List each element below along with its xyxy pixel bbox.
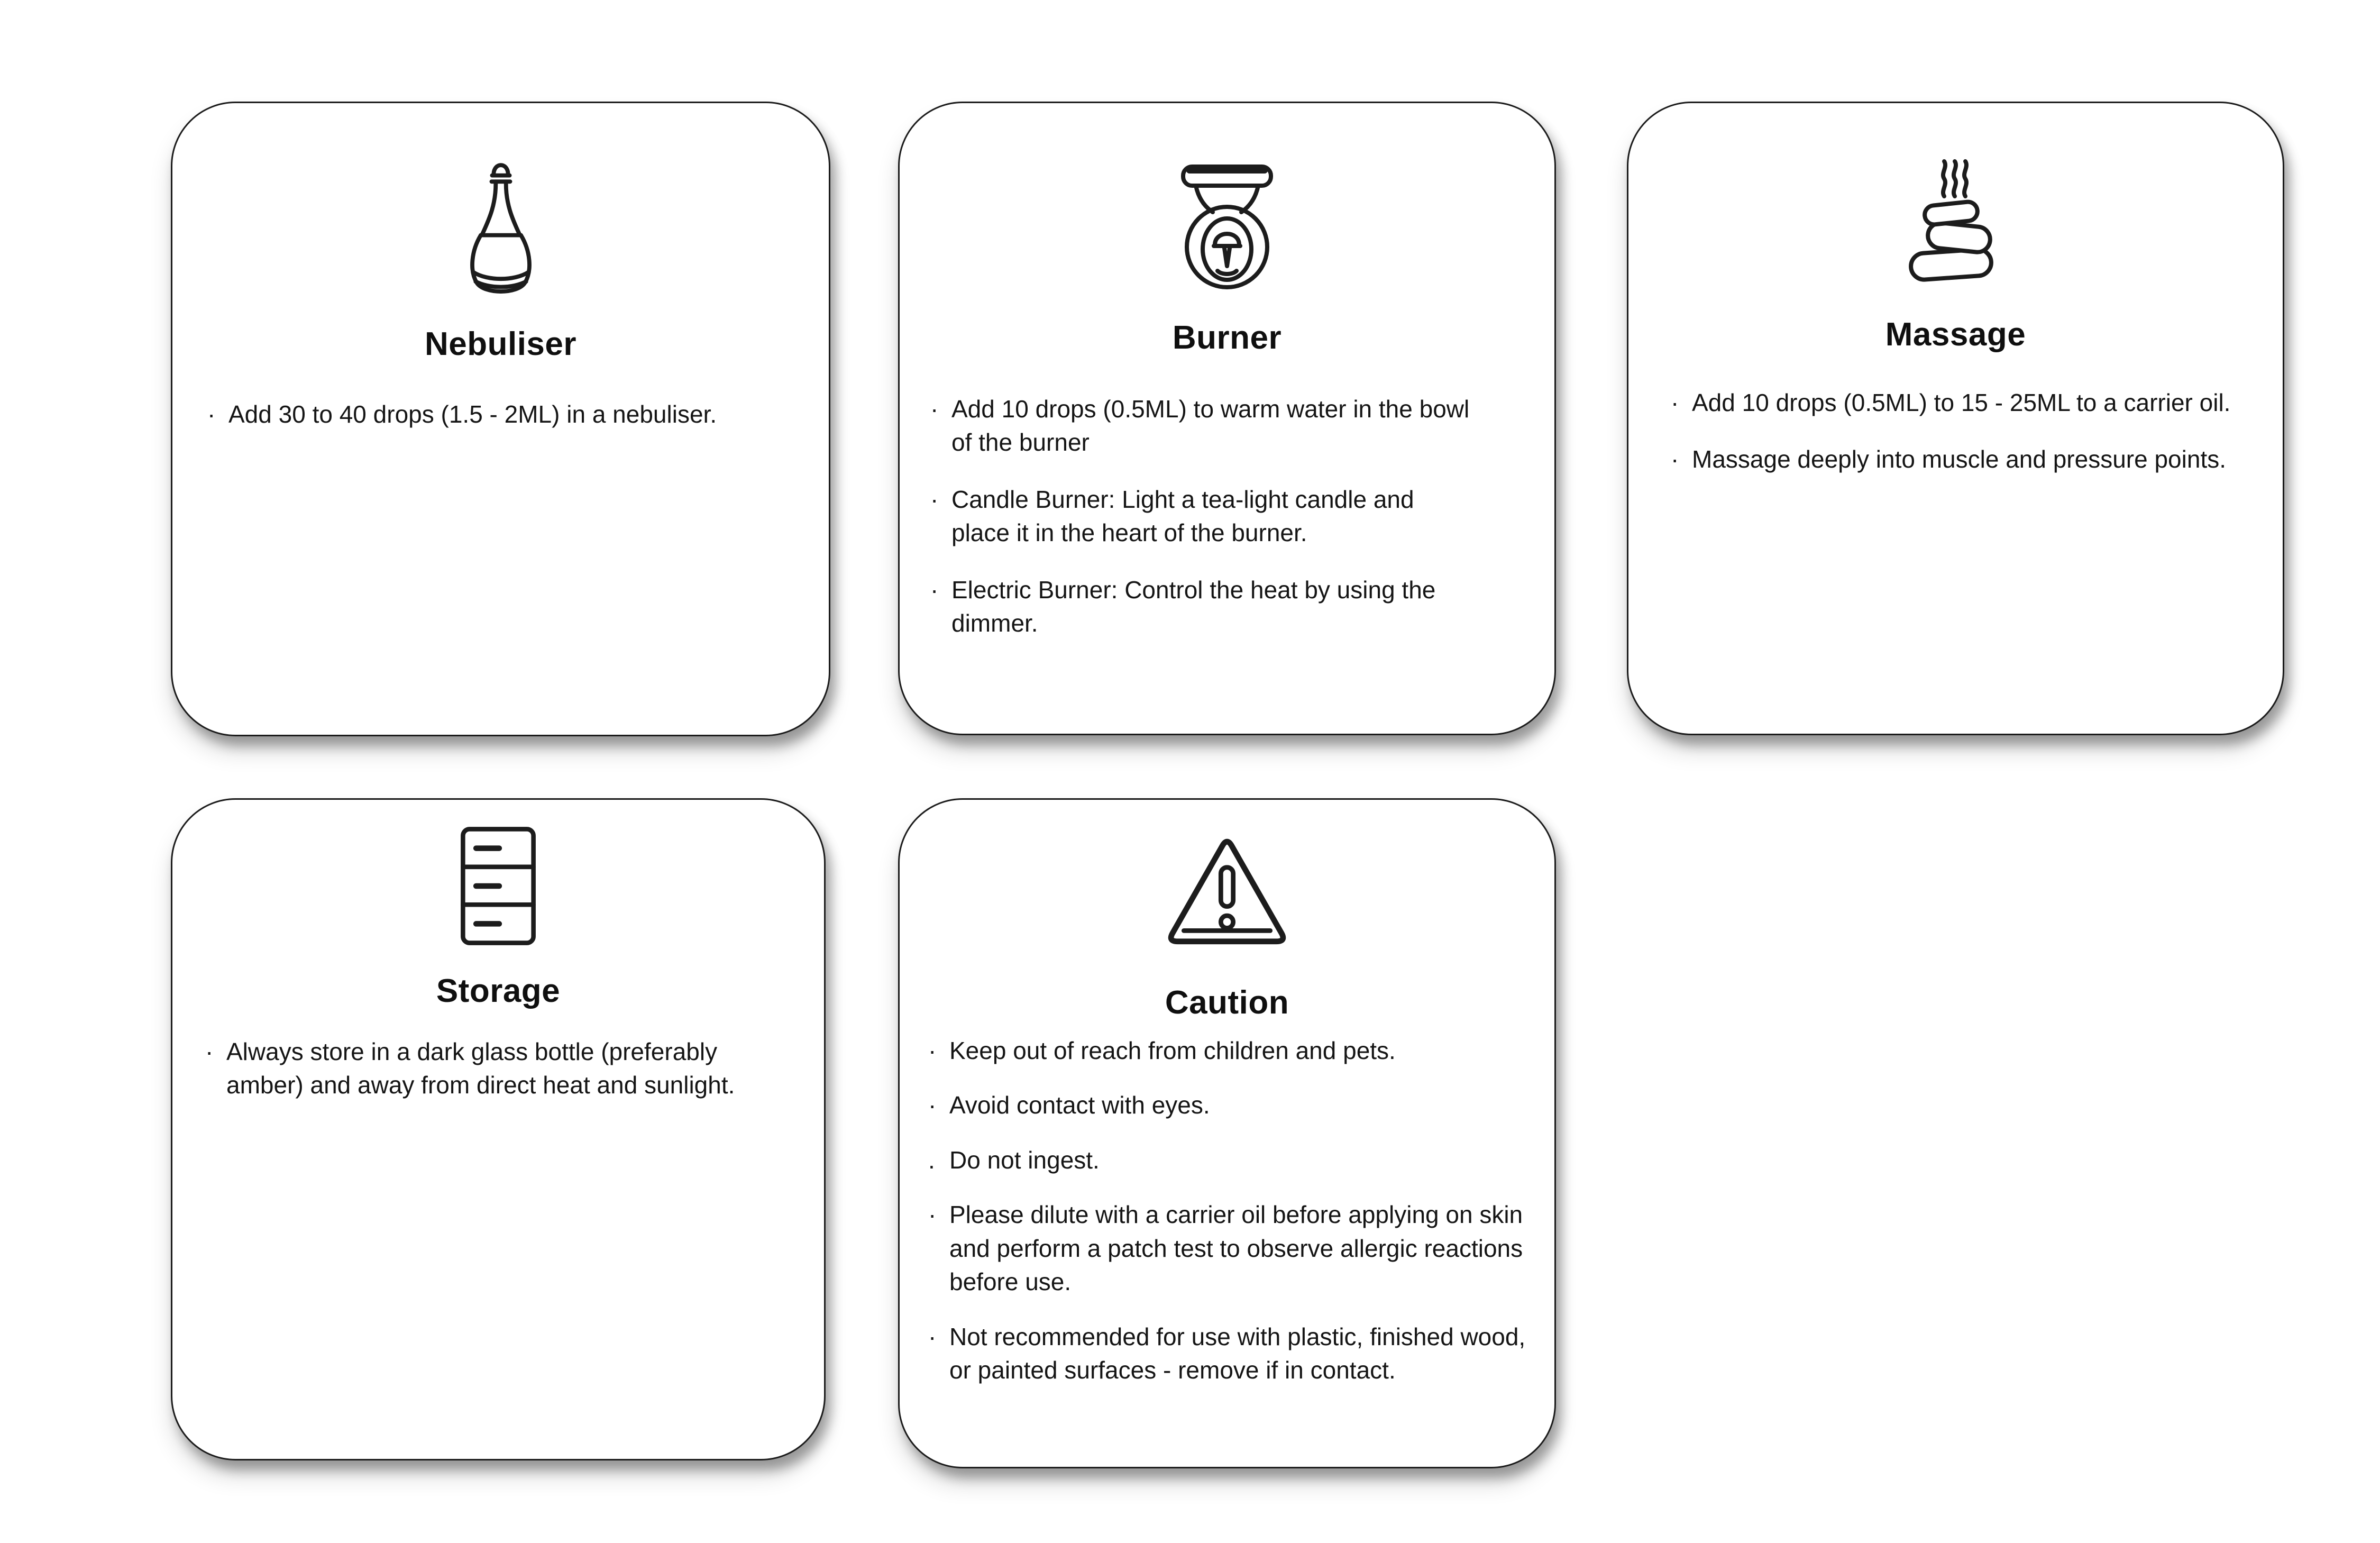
bullet-text: Avoid contact with eyes. [949,1091,1210,1119]
bullet-marker: . [928,1146,935,1174]
bullet-item [1671,386,2237,419]
bullet-item [1671,443,2237,476]
bullet-text: Please dilute with a carrier oil before applying on skin and perform a patch test to observe allergic reactions before use. [949,1201,1523,1296]
bullet-text: Add 10 drops (0.5ML) to 15 - 25ML to a carrier oil. [1692,389,2231,416]
bullet-marker: · [930,485,939,513]
bullet-list-burner [930,392,1470,641]
card-title-storage: Storage [436,973,561,1009]
bullet-marker: · [928,1091,937,1119]
bullet-marker: · [207,400,216,428]
card-title-burner: Burner [1172,319,1282,356]
card-title-massage: Massage [1885,316,2026,353]
bullet-marker: · [205,1038,214,1065]
card-burner [898,102,1556,735]
drawer-cabinet-icon [453,823,544,949]
bullet-marker: · [1671,389,1679,416]
card-title-nebuliser: Nebuliser [424,326,577,362]
bullet-item [928,1144,1531,1177]
bullet-text: Keep out of reach from children and pets. [949,1037,1396,1064]
bullet-marker: · [928,1201,937,1229]
oil-burner-icon [1166,154,1288,301]
bullet-item [928,1089,1531,1122]
bullet-text: Always store in a dark glass bottle (preferably amber) and away from direct heat and sunlight. [226,1038,735,1099]
bullet-item [930,483,1470,550]
card-massage [1627,102,2284,735]
bullet-marker: · [928,1037,937,1064]
bullet-list-nebuliser [207,398,805,431]
bullet-item [928,1198,1531,1299]
bullet-item [930,573,1470,641]
diffuser-bottle-icon [448,148,554,307]
bullet-text: Add 10 drops (0.5ML) to warm water in the bowl of the burner [951,395,1470,456]
bullet-text: Massage deeply into muscle and pressure points. [1692,445,2227,473]
bullet-list-storage [205,1035,782,1102]
bullet-marker: · [930,576,939,604]
bullet-list-caution [928,1034,1531,1409]
bullet-list-massage [1671,386,2237,477]
bullet-text: Candle Burner: Light a tea-light candle and place it in the heart of the burner. [951,485,1414,547]
bullet-item [205,1035,782,1102]
hot-stones-icon [1895,154,2017,298]
bullet-text: Add 30 to 40 drops (1.5 - 2ML) in a nebuliser. [228,400,717,428]
bullet-marker: · [1671,445,1679,473]
card-storage [171,798,826,1460]
card-nebuliser [171,102,830,736]
bullet-item [207,398,805,431]
card-title-caution: Caution [1165,984,1289,1021]
bullet-item [928,1034,1531,1067]
bullet-text: Do not ingest. [949,1146,1100,1174]
bullet-text: Electric Burner: Control the heat by using the dimmer. [951,576,1436,637]
bullet-marker: · [930,395,939,423]
card-caution [898,798,1556,1468]
warning-triangle-icon [1150,822,1304,974]
bullet-item [928,1320,1531,1387]
bullet-marker: · [928,1322,937,1350]
bullet-text: Not recommended for use with plastic, finished wood, or painted surfaces - remove if in contact. [949,1322,1526,1384]
bullet-item [930,392,1470,460]
